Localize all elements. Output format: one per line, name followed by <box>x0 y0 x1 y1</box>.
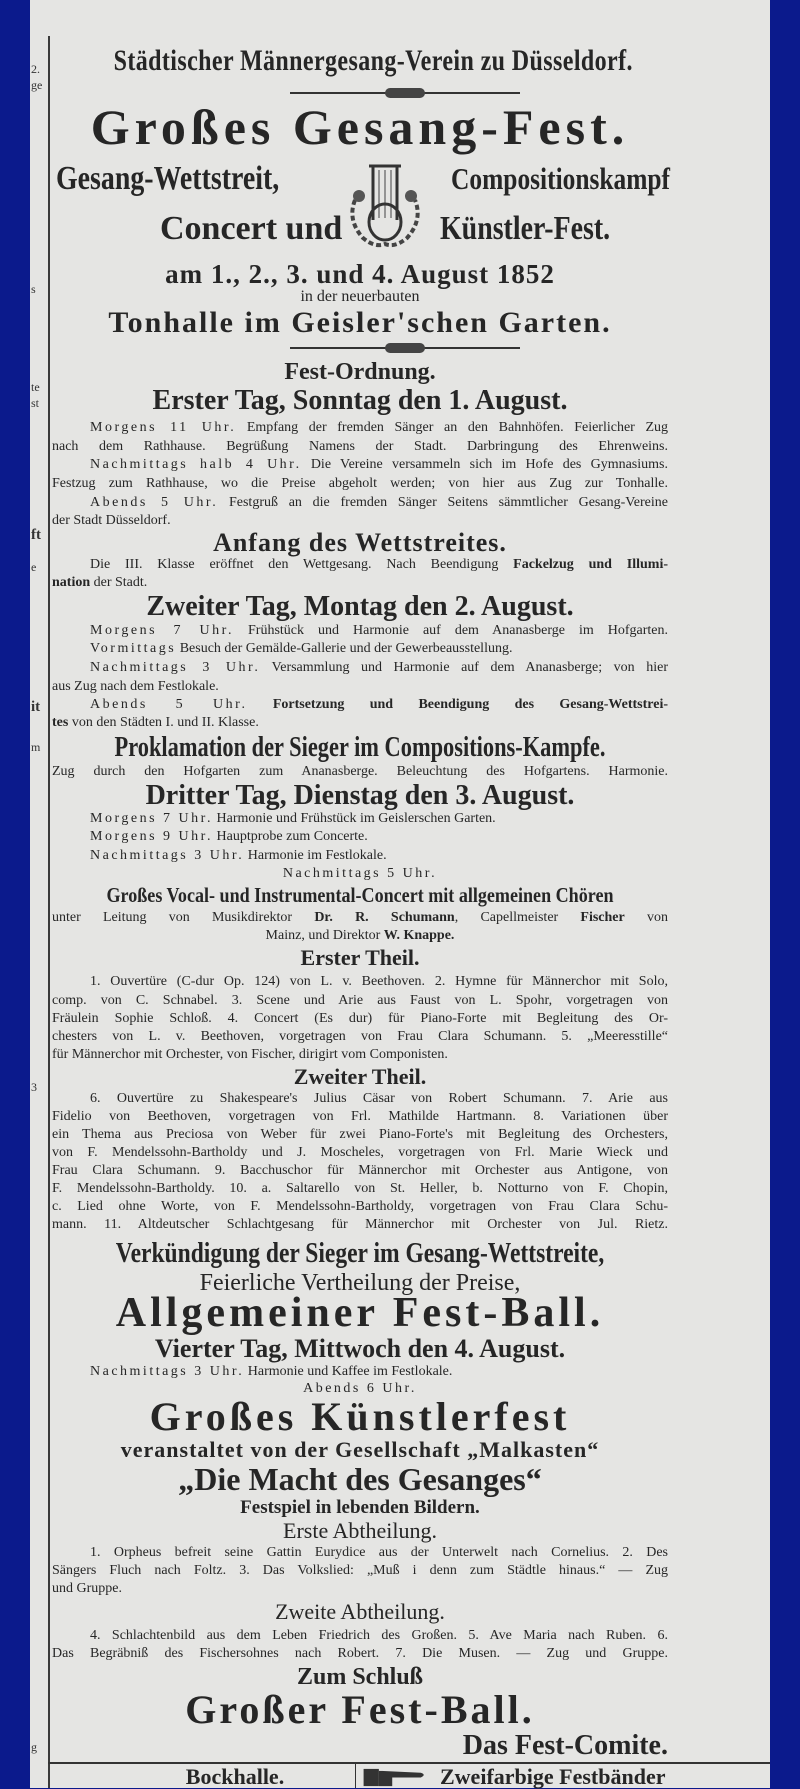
schedule-line <box>52 456 668 474</box>
event-text: der Stadt. <box>90 575 148 590</box>
event-text: Harmonie im Festlokale. <box>244 848 387 863</box>
program-line: und Gruppe. <box>52 1581 122 1596</box>
lead-text: unter Leitung von Musikdirektor <box>52 910 315 925</box>
committee-signature: Das Fest-Comite. <box>462 1730 668 1761</box>
day4-title: Vierter Tag, Mittwoch den 4. August. <box>154 1334 566 1363</box>
program-line: F. Mendelssohn-Bartholdy. 10. a. Saltarello von St. Heller, b. Notturno von F. Chopin, <box>52 1181 668 1196</box>
event-highlight: Fackelzug und Illumi- <box>513 557 668 572</box>
finale-heading: Großer Fest-Ball. <box>185 1687 535 1732</box>
time-label: Abends 5 Uhr. <box>90 697 248 712</box>
margin-fragment: m <box>31 740 41 754</box>
schedule-line: aus Zug nach dem Festlokale. <box>52 679 219 694</box>
part1-title: Erster Theil. <box>300 945 420 970</box>
margin-fragment: s <box>31 282 36 296</box>
program-line: comp. von C. Schnabel. 3. Scene und Arie aus Faust von L. Spohr, vorgetragen von <box>52 993 668 1008</box>
time-label: Morgens 9 Uhr. <box>90 829 214 844</box>
finale-prefix: Zum Schluß <box>296 1664 424 1690</box>
event-text: von den Städten I. und II. Klasse. <box>68 715 259 730</box>
ribbons-ad-title: Zweifarbige Festbänder <box>440 1764 666 1789</box>
event-text: Harmonie und Frühstück im Geislerschen Garten. <box>213 811 496 826</box>
schedule-line: Zug durch den Hofgarten zum Ananasberge. Beleuchtung des Hofgartens. Harmonie. <box>52 764 668 779</box>
concert-time: Nachmittags 5 Uhr. <box>282 866 438 881</box>
schedule-line: der Stadt Düsseldorf. <box>52 513 171 528</box>
concert-lead <box>52 929 668 943</box>
pointing-hand-icon <box>362 1767 432 1788</box>
organizer-line: veranstaltet von der Gesellschaft „Malkasten“ <box>120 1437 600 1462</box>
program-line: Das Begräbniß des Fischersohnes nach Robert. 7. Die Musen. — Zug und Gruppe. <box>52 1646 668 1661</box>
lead-text: Mainz, und Direktor <box>265 928 384 943</box>
schedule-line <box>52 659 668 677</box>
event-highlight: tes <box>52 715 69 730</box>
lead-text: , Capellmeister <box>454 910 581 925</box>
act1-title: Erste Abtheilung. <box>283 1518 437 1543</box>
play-subtitle: Festspiel in lebenden Bildern. <box>240 1497 480 1518</box>
schedule-line <box>52 828 668 846</box>
margin-fragment: ft <box>31 527 41 543</box>
program-line: für Männerchor mit Orchester, von Fischer, dirigirt vom Componisten. <box>52 1047 448 1062</box>
time-label: Morgens 11 Uhr. <box>90 420 237 435</box>
margin-fragment: st <box>31 396 40 410</box>
ornament-divider <box>290 92 520 94</box>
day3-title: Dritter Tag, Dienstag den 3. August. <box>145 780 575 811</box>
event-text: Die III. Klasse eröffnet den Wettgesang. Nach Beendigung <box>90 557 514 572</box>
act2-title: Zweite Abtheilung. <box>275 1599 445 1624</box>
program-line: mann. 11. Altdeutscher Schlachtgesang für Männerchor mit Orchester von Jul. Rietz. <box>52 1217 668 1232</box>
program-line: Sängers Fluch nach Foltz. 3. Das Volkslied: „Muß i denn zum Städtle hinaus.“ — Zug <box>52 1563 668 1578</box>
event-text: Hauptprobe zum Concerte. <box>213 829 368 844</box>
program-line: c. Lied ohne Worte, von F. Mendelssohn-Bartholdy, vorgetragen von Frau Clara Schu- <box>52 1199 668 1214</box>
time-label: Vormittags <box>90 641 177 656</box>
margin-fragment: it <box>31 699 41 715</box>
ball-heading: Allgemeiner Fest-Ball. <box>115 1290 605 1336</box>
festival-title: Großes Gesang-Fest. <box>90 99 630 155</box>
time-label: Abends 5 Uhr. <box>90 495 219 510</box>
event-text: Die Vereine versammeln sich im Hofe des Gymnasiums. <box>301 457 668 472</box>
schedule-line <box>52 622 668 640</box>
time-label: Nachmittags halb 4 Uhr. <box>90 457 302 472</box>
conductor-name: W. Knappe. <box>383 928 455 943</box>
schedule-line <box>52 419 668 437</box>
society-name: Städtischer Männergesang-Verein zu Düsseldorf. <box>113 44 633 77</box>
schedule-line <box>52 1363 668 1381</box>
artists-festival-heading: Großes Künstlerfest <box>149 1394 571 1439</box>
schedule-line <box>52 556 668 574</box>
margin-fragment: g <box>31 1740 37 1754</box>
schedule-line <box>52 494 668 512</box>
schedule-line <box>52 696 668 714</box>
column-rule <box>48 36 50 1788</box>
schedule-line: Festzug zum Rathhause, wo die Preise abgeholt werden; von hier aus Zug zur Tonhalle. <box>52 476 668 491</box>
program-line: 1. Orpheus befreit seine Gattin Eurydice aus der Unterwelt nach Cornelius. 2. Des <box>90 1545 668 1560</box>
subtitle-right-2: Künstler-Fest. <box>440 210 611 247</box>
day1-title: Erster Tag, Sonntag den 1. August. <box>152 385 568 416</box>
event-text: Empfang der fremden Sänger an den Bahnhöfen. Feierlicher Zug <box>236 420 668 435</box>
festival-dates: am 1., 2., 3. und 4. August 1852 <box>165 259 555 289</box>
program-line: ein Thema aus Preciosa von Weber für zwei Piano-Forte's mit Begleitung des Orchesters, <box>52 1127 668 1142</box>
day2-title: Zweiter Tag, Montag den 2. August. <box>146 591 574 622</box>
schedule-line: nach dem Rathhause. Begrüßung Namens der Stadt. Darbringung des Ehrenweins. <box>52 439 668 454</box>
subtitle-right-1: Compositionskampf <box>451 161 670 196</box>
program-line: 1. Ouvertüre (C-dur Op. 124) von L. v. Beethoven. 2. Hymne für Männerchor mit Solo, <box>90 974 668 989</box>
margin-fragment: 2. <box>31 62 40 76</box>
lead-text: von <box>624 910 668 925</box>
venue-name: Tonhalle im Geisler'schen Garten. <box>108 306 612 339</box>
schedule-line <box>52 574 668 592</box>
conductor-name: Dr. R. Schumann <box>314 910 455 925</box>
bockhalle-ad-title: Bockhalle. <box>185 1764 285 1789</box>
program-line: 4. Schlachtenbild aus dem Leben Friedrich des Großen. 5. Ave Maria nach Ruben. 6. <box>90 1628 668 1643</box>
event-time: Abends 6 Uhr. <box>303 1381 417 1396</box>
ornament-divider <box>290 347 520 349</box>
margin-fragment: te <box>31 380 40 394</box>
concert-title: Großes Vocal- und Instrumental-Concert mit allgemeinen Chören <box>106 883 614 907</box>
lyre-icon <box>345 160 425 250</box>
prize-heading: Feierliche Vertheilung der Preise, <box>199 1270 521 1296</box>
column-divider <box>355 1764 356 1788</box>
contest-heading: Anfang des Wettstreites. <box>213 528 507 557</box>
schedule-line <box>52 640 668 658</box>
schedule-line <box>52 714 668 732</box>
margin-fragment: 3 <box>31 1080 37 1094</box>
venue-prefix: in der neuerbauten <box>300 288 420 305</box>
proclamation-heading: Proklamation der Sieger im Compositions-Kampfe. <box>114 732 606 763</box>
conductor-name: Fischer <box>580 910 625 925</box>
concert-lead <box>52 909 668 927</box>
program-line: Fräulein Sophie Schloß. 4. Concert (Es dur) für Piano-Forte mit Begleitung des Or- <box>52 1011 668 1026</box>
event-highlight: nation <box>52 575 91 590</box>
program-line: chesters von L. v. Beethoven, vorgetragen von Frau Clara Schumann. 5. „Meeresstille“ <box>52 1029 668 1044</box>
subtitle-left-1: Gesang-Wettstreit, <box>56 160 280 197</box>
event-text: Besuch der Gemälde-Gallerie und der Gewerbeausstellung. <box>176 641 513 656</box>
event-highlight: Fortsetzung und Beendigung des Gesang-Wettstrei- <box>247 697 668 712</box>
event-text: Festgruß an die fremden Sänger Seitens sämmtlicher Gesang-Vereine <box>218 495 668 510</box>
event-text: Frühstück und Harmonie auf dem Ananasberge im Hofgarten. <box>234 623 668 638</box>
time-label: Nachmittags 3 Uhr. <box>90 848 245 863</box>
play-title: „Die Macht des Gesanges“ <box>178 1461 542 1497</box>
margin-fragment: ge <box>31 78 43 92</box>
time-label: Nachmittags 3 Uhr. <box>90 660 261 675</box>
announcement-heading: Verkündigung der Sieger im Gesang-Wettstreite, <box>115 1238 605 1269</box>
program-line: Frau Clara Schumann. 9. Bacchuschor für Männerchor mit Orchester aus Antigone, von <box>52 1163 668 1178</box>
program-line: Fidelio von Beethoven, vorgetragen von Frl. Mathilde Hartmann. 8. Variationen über <box>52 1109 668 1124</box>
program-title: Fest-Ordnung. <box>284 359 436 385</box>
schedule-line <box>52 847 668 865</box>
schedule-line <box>52 810 668 828</box>
subtitle-left-2: Concert und <box>160 210 343 247</box>
margin-fragment: e <box>31 560 37 574</box>
time-label: Nachmittags 3 Uhr. <box>90 1364 245 1379</box>
time-label: Morgens 7 Uhr. <box>90 623 235 638</box>
event-text: Harmonie und Kaffee im Festlokale. <box>244 1364 453 1379</box>
time-label: Morgens 7 Uhr. <box>90 811 214 826</box>
program-line: von F. Mendelssohn-Bartholdy und J. Moscheles, vorgetragen von Frl. Marie Wieck und <box>52 1145 668 1160</box>
event-text: Versammlung und Harmonie auf dem Ananasberge; von hier <box>260 660 668 675</box>
program-line: 6. Ouvertüre zu Shakespeare's Julius Cäsar von Robert Schumann. 7. Arie aus <box>90 1091 668 1106</box>
part2-title: Zweiter Theil. <box>293 1064 427 1089</box>
